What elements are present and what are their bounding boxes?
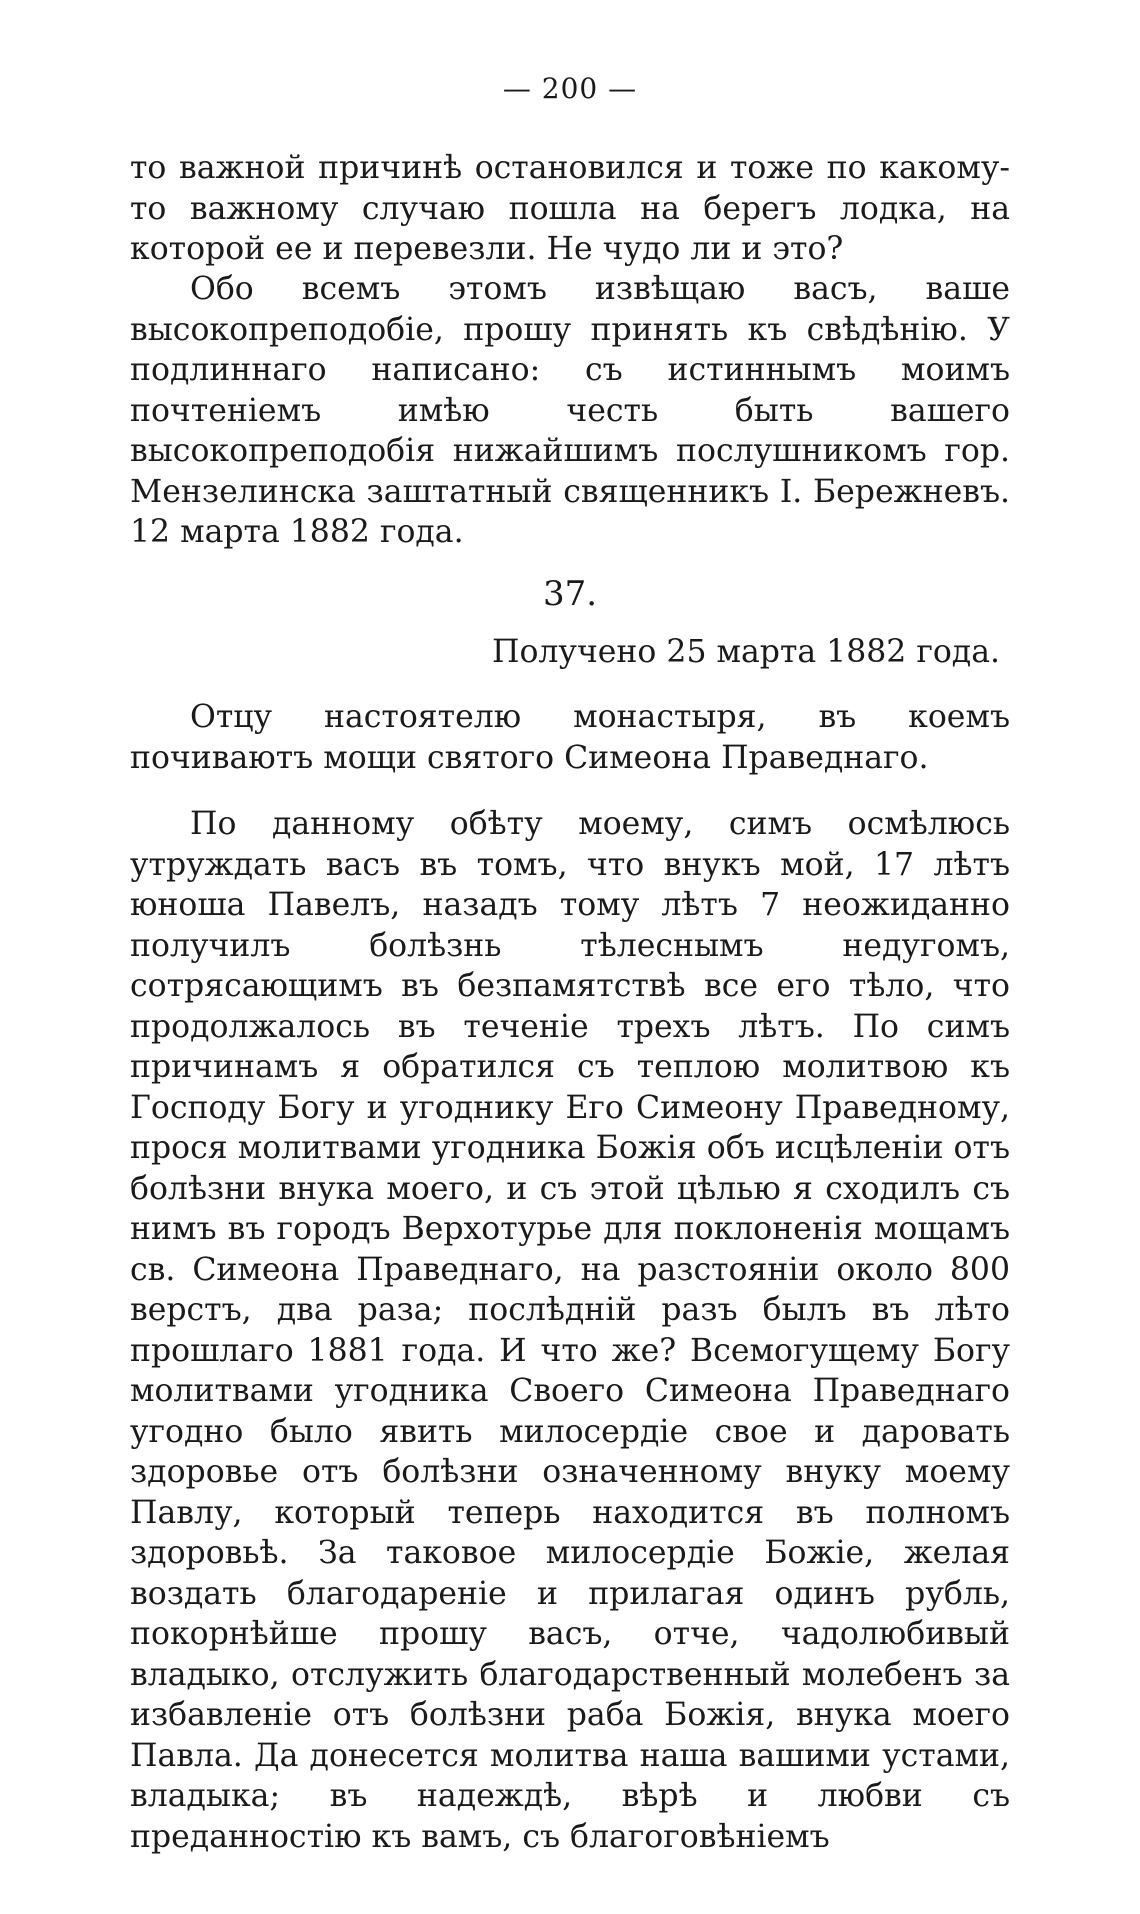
page-number: — 200 — — [502, 72, 638, 105]
received-date: Получено 25 марта 1882 года. — [491, 634, 1000, 670]
letter-paragraph: По данному обѣту моему, симъ осмѣлюсь утруждать васъ въ томъ, что внукъ мой, 17 лѣтъ юноша Павелъ, назадъ тому лѣтъ 7 неожиданно получилъ болѣзнь тѣлеснымъ недугомъ, сотрясающимъ въ безпамятствѣ все его тѣло, что продолжалось въ теченіе трехъ лѣтъ. По симъ причинамъ я обратился съ теплою молитвою къ Господу Богу и угоднику Его Симеону Праведному, прося молитвами угодника Божія объ исцѣленіи отъ болѣзни внука моего, и съ этой цѣлью я сходилъ съ нимъ въ городъ Верхотурье для поклоненія мощамъ св. Симеона Праведнаго, на разстояніи около 800 верстъ, два раза; послѣдній разъ былъ въ лѣто прошлаго 1881 года. И что же? Всемогущему Богу молитвами угодника Своего Симеона Праведнаго угодно было явить милосердіе свое и даровать здоровье отъ болѣзни означенному внуку моему Павлу, который теперь находится въ полномъ здоровьѣ. За таковое милосердіе Божіе, желая воздать благодареніе и прилагая одинъ рубль, покорнѣйше прошу васъ, отче, чадолюбивый владыко, отслужить благодарственный молебенъ за избавленіе отъ болѣзни раба Божія, внука моего Павла. Да донесется молитва наша вашими устами, владыка; въ надеждѣ, вѣрѣ и любви съ преданностію къ вамъ, съ благоговѣніемъ — [130, 806, 1010, 1855]
address-paragraph: Отцу настоятелю монастыря, въ коемъ почиваютъ мощи святого Симеона Праведнаго. — [130, 699, 1010, 776]
first-letter-paragraph: Обо всемъ этомъ извѣщаю васъ, ваше высокопреподобіе, прошу принять къ свѣдѣнію. У подлиннаго написано: съ истиннымъ моимъ почтеніемъ имѣю честь быть вашего высокопреподобія нижайшимъ послушникомъ гор. Мензелинска заштатный священникъ І. Бережневъ. 12 марта 1882 года. — [130, 271, 1010, 550]
section-number: 37. — [542, 574, 598, 614]
intro-paragraph: то важной причинѣ остановился и тоже по какому-то важному случаю пошла на берегъ лодка, на которой ее и перевезли. Не чудо ли и это? — [130, 150, 1010, 267]
